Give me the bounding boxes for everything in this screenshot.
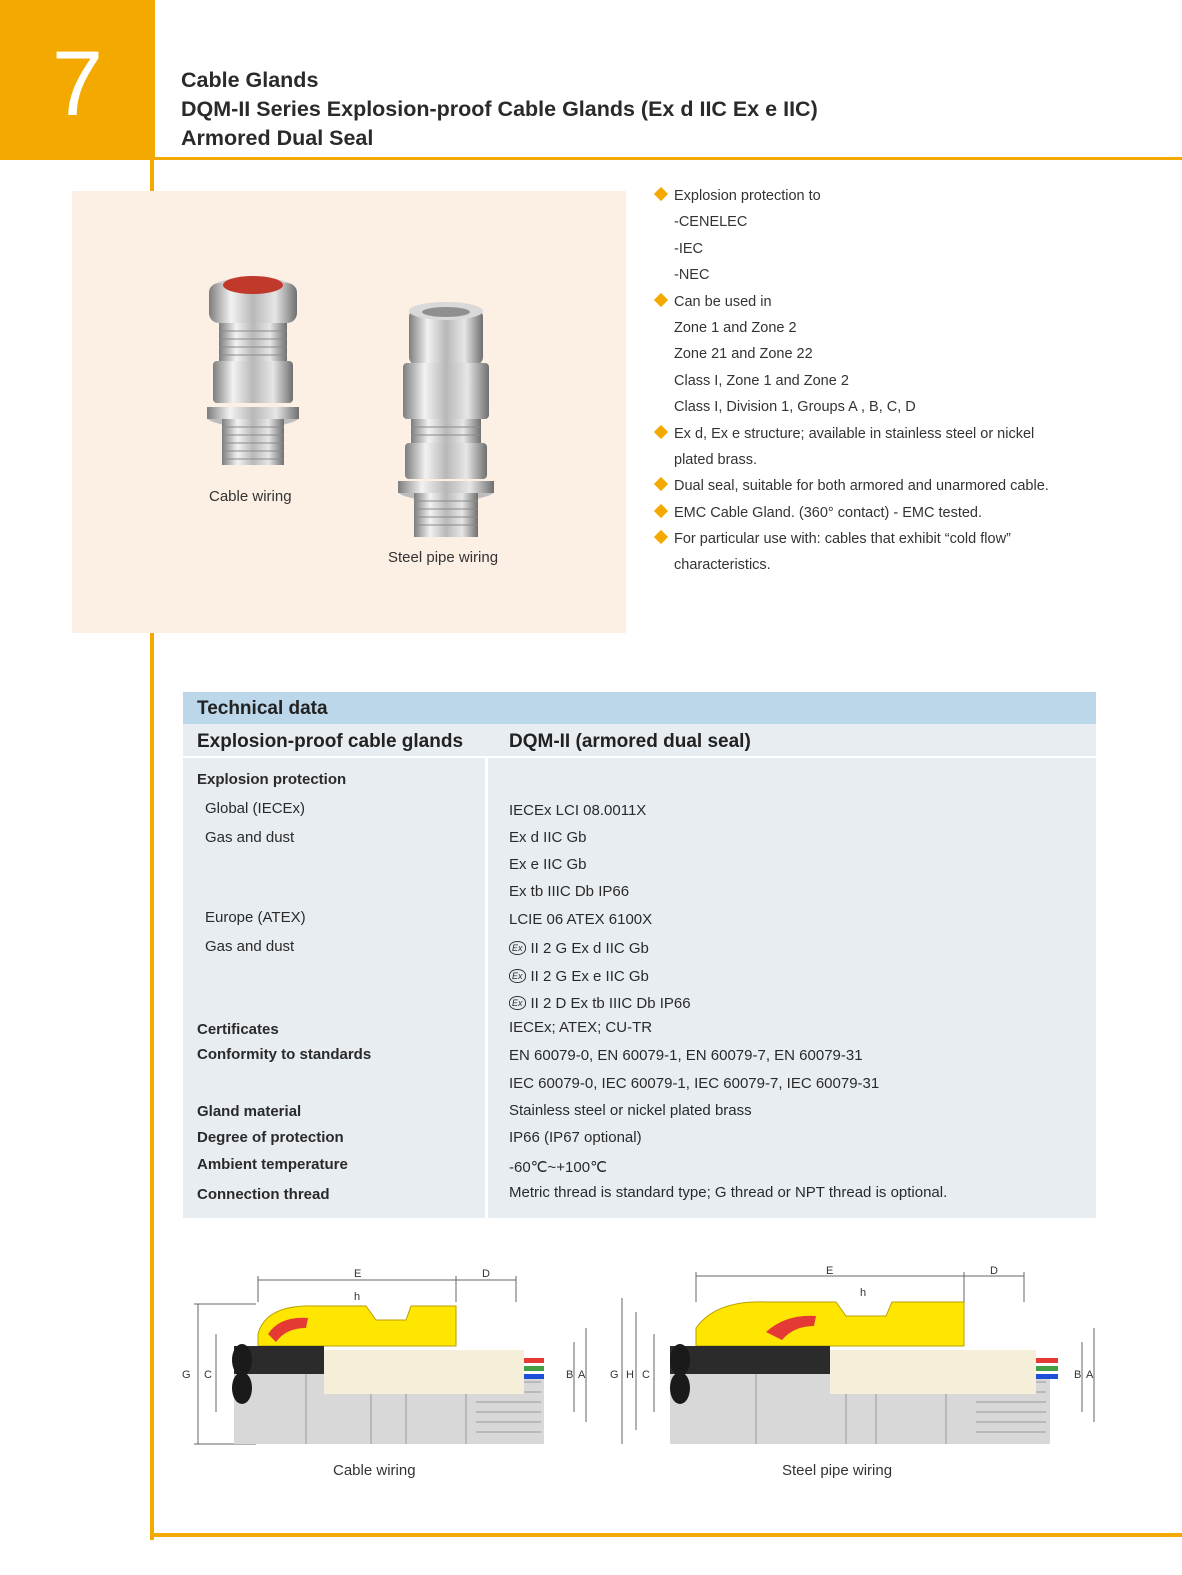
steel-pipe-diagram (606, 1262, 1102, 1458)
feature-line (655, 239, 1125, 265)
diamond-bullet-icon (654, 292, 668, 306)
label-certificates: Certificates (197, 1021, 279, 1038)
dim-label-E: E (826, 1265, 834, 1277)
diamond-bullet-icon (654, 504, 668, 518)
feature-text: EMC Cable Gland. (360° contact) - EMC tested. (674, 504, 983, 521)
dim-label-E: E (354, 1268, 362, 1280)
header-rule (155, 157, 1182, 160)
cable-gland-photo-left (207, 276, 299, 465)
page-title (181, 66, 818, 153)
dim-label-A: A (1086, 1369, 1094, 1381)
feature-line (655, 555, 1125, 581)
feature-line (655, 186, 1125, 212)
dim-label-G: G (610, 1369, 619, 1381)
value-ex-e: Ex e IIC Gb (509, 856, 587, 873)
feature-text: Zone 21 and Zone 22 (674, 346, 813, 363)
value-atex-text: II 2 G Ex e IIC Gb (530, 968, 649, 985)
diamond-bullet-icon (654, 530, 668, 544)
photo-caption-cable-wiring: Cable wiring (209, 488, 292, 505)
dim-label-C: C (642, 1369, 650, 1381)
label-explosion-protection: Explosion protection (197, 771, 347, 788)
dim-label-H: H (626, 1369, 634, 1381)
feature-line (655, 476, 1125, 502)
label-gas-dust: Gas and dust (205, 829, 295, 846)
dim-label-C: C (204, 1369, 212, 1381)
photo-caption-steel-pipe: Steel pipe wiring (388, 549, 499, 566)
dim-label-h: h (354, 1291, 361, 1303)
tech-title: Technical data (197, 698, 328, 719)
title-series: DQM-II Series Explosion-proof Cable Glands (Ex d IIC Ex e IIC) (181, 97, 818, 121)
value-atex-text: II 2 G Ex d IIC Gb (530, 940, 649, 957)
dim-label-G: G (182, 1369, 191, 1381)
cable-gland-photo-right (398, 302, 494, 537)
feature-line (655, 265, 1125, 291)
tech-header (183, 692, 1096, 724)
feature-text: Explosion protection to (674, 188, 821, 204)
feature-line (655, 424, 1125, 450)
cable-wiring-diagram (176, 1262, 596, 1458)
diamond-bullet-icon (654, 424, 668, 438)
feature-text: characteristics. (674, 557, 771, 574)
value-atex: LCIE 06 ATEX 6100X (509, 911, 653, 928)
diagram-caption-steel-pipe: Steel pipe wiring (782, 1462, 893, 1479)
diamond-bullet-icon (654, 477, 668, 491)
value-en-standards: EN 60079-0, EN 60079-1, EN 60079-7, EN 60079-31 (509, 1047, 863, 1064)
value-iecex: IECEx LCI 08.0011X (509, 802, 647, 819)
label-global: Global (IECEx) (205, 800, 306, 817)
feature-line (655, 450, 1125, 476)
label-degree-of-protection: Degree of protection (197, 1129, 344, 1146)
column-header-model: DQM-II (armored dual seal) (509, 731, 751, 752)
chapter-number: 7 (51, 33, 104, 135)
feature-text: Can be used in (674, 293, 772, 310)
ex-mark-icon: Ex (509, 969, 526, 983)
value-iec-standards: IEC 60079-0, IEC 60079-1, IEC 60079-7, IEC 60079-31 (509, 1075, 880, 1092)
label-ambient-temperature: Ambient temperature (197, 1156, 348, 1173)
feature-list (655, 186, 1125, 582)
chapter-block (0, 0, 155, 160)
label-conformity: Conformity to standards (197, 1046, 372, 1063)
technical-data-table (183, 692, 1096, 1218)
feature-line (655, 292, 1125, 318)
label-gas-dust: Gas and dust (205, 938, 295, 955)
feature-text: -IEC (674, 240, 703, 257)
title-subtitle: Armored Dual Seal (181, 126, 374, 150)
value-temperature: -60℃~+100℃ (509, 1159, 607, 1176)
diagram-caption-cable-wiring: Cable wiring (333, 1462, 416, 1479)
value-atex-ge (509, 968, 649, 985)
product-photo-panel (72, 191, 626, 633)
feature-line (655, 529, 1125, 555)
value-atex-text: II 2 D Ex tb IIIC Db IP66 (530, 995, 691, 1012)
feature-text: For particular use with: cables that exhibit “cold flow” (674, 531, 1011, 548)
value-gland-material: Stainless steel or nickel plated brass (509, 1102, 752, 1119)
value-ex-d: Ex d IIC Gb (509, 829, 587, 846)
dim-label-D: D (990, 1265, 998, 1277)
feature-line (655, 212, 1125, 238)
value-thread: Metric thread is standard type; G thread or NPT thread is optional. (509, 1184, 948, 1201)
diamond-bullet-icon (654, 187, 668, 201)
ex-mark-icon: Ex (509, 996, 526, 1010)
feature-text: Dual seal, suitable for both armored and unarmored cable. (674, 478, 1049, 495)
feature-text: plated brass. (674, 451, 758, 468)
label-connection-thread: Connection thread (197, 1186, 330, 1203)
feature-text: -CENELEC (674, 214, 748, 231)
tech-column-headers (183, 724, 1096, 758)
feature-line (655, 344, 1125, 370)
feature-text: Class I, Division 1, Groups A , B, C, D (674, 399, 916, 416)
value-ip-rating: IP66 (IP67 optional) (509, 1129, 642, 1146)
column-header-product: Explosion-proof cable glands (197, 731, 464, 752)
label-gland-material: Gland material (197, 1103, 302, 1120)
feature-line (655, 371, 1125, 397)
ex-mark-icon: Ex (509, 941, 526, 955)
label-europe: Europe (ATEX) (205, 909, 306, 926)
dim-label-B: B (1074, 1369, 1082, 1381)
value-ex-tb: Ex tb IIIC Db IP66 (509, 883, 630, 900)
dim-label-D: D (482, 1268, 490, 1280)
feature-line (655, 397, 1125, 423)
title-category: Cable Glands (181, 68, 319, 92)
feature-text: Ex d, Ex e structure; available in stainless steel or nickel (674, 425, 1035, 442)
product-photos (72, 191, 626, 633)
feature-line (655, 318, 1125, 344)
dim-label-A: A (578, 1369, 586, 1381)
value-atex-gd (509, 940, 649, 957)
dim-label-B: B (566, 1369, 574, 1381)
feature-line (655, 503, 1125, 529)
footer-rule (150, 1533, 1182, 1537)
feature-text: -NEC (674, 267, 710, 284)
feature-text: Zone 1 and Zone 2 (674, 319, 797, 336)
feature-text: Class I, Zone 1 and Zone 2 (674, 372, 849, 389)
column-divider (485, 758, 488, 1218)
dim-label-h: h (860, 1287, 867, 1299)
value-certificates: IECEx; ATEX; CU-TR (509, 1019, 653, 1036)
value-atex-d (509, 995, 691, 1012)
